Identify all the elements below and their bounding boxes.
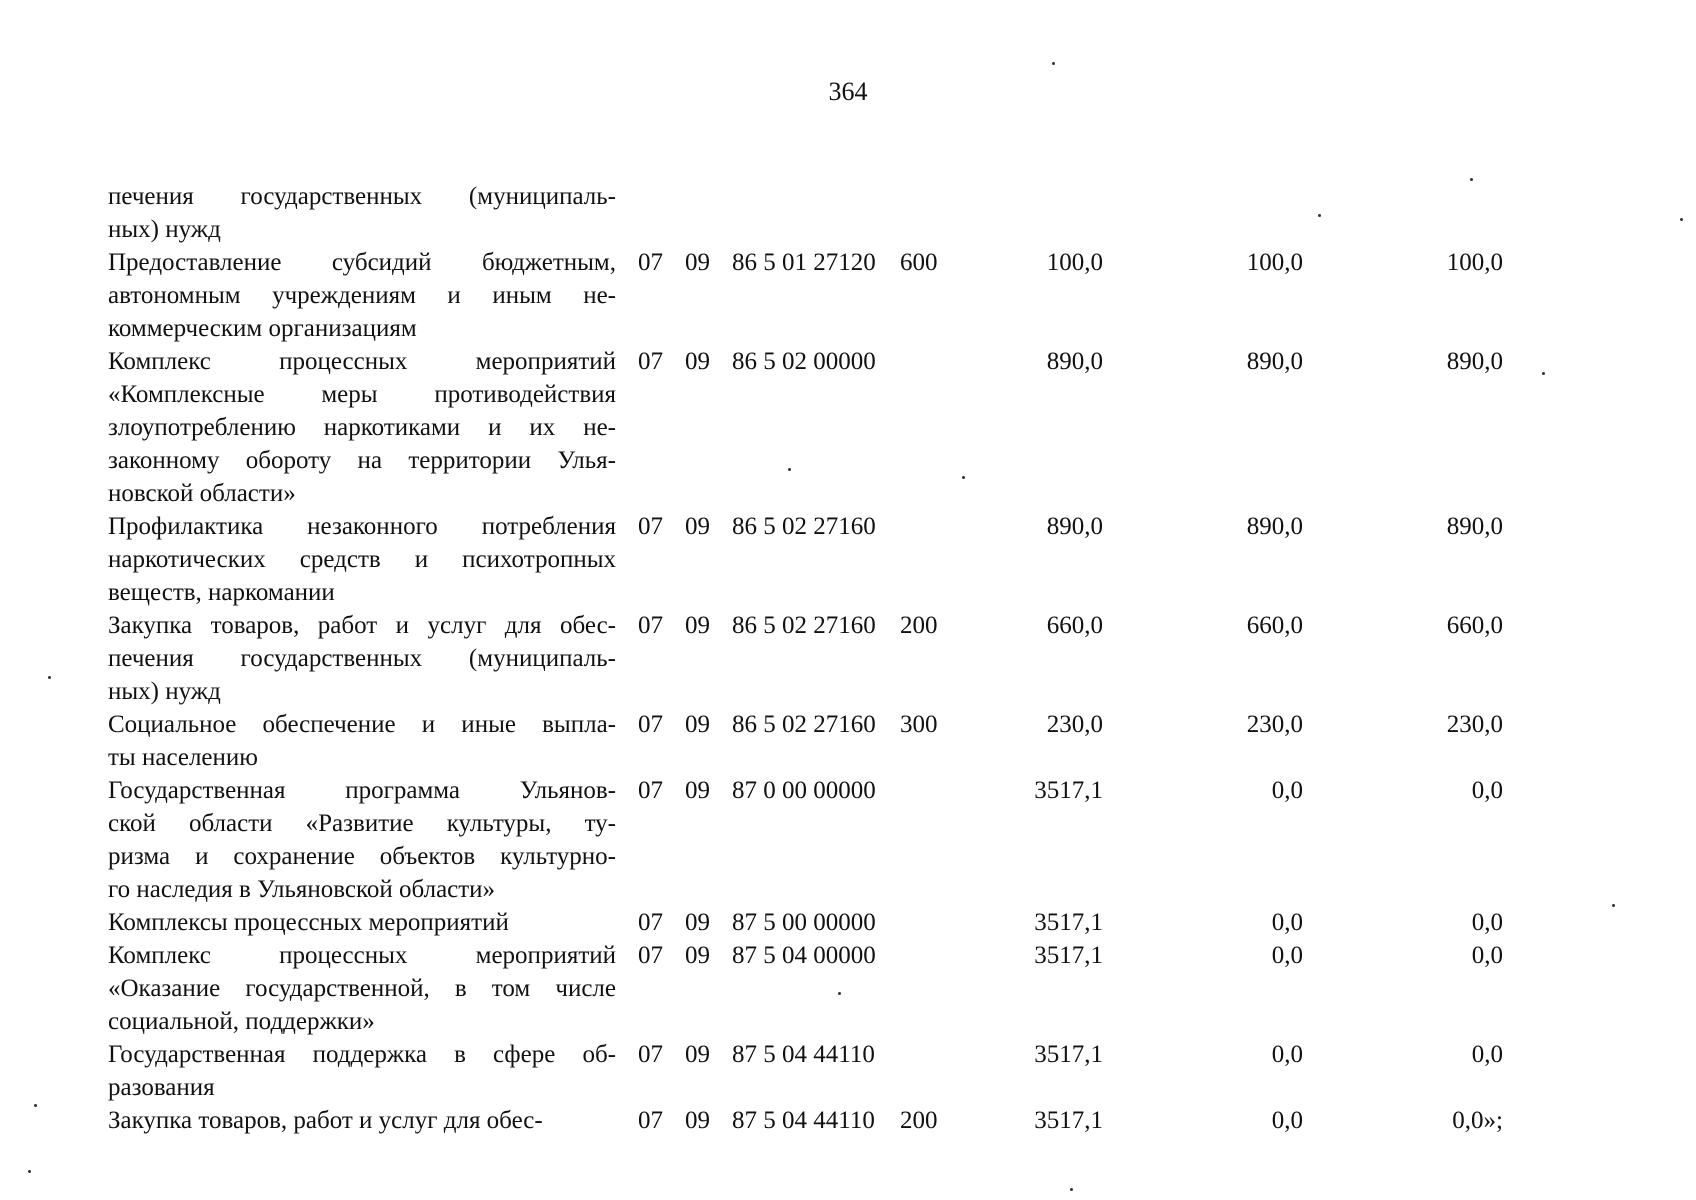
scan-speck xyxy=(1612,904,1615,907)
amount-year-2: 0,0 xyxy=(1271,777,1303,804)
row-name-line: новской области» xyxy=(108,480,296,507)
subsection-code: 09 xyxy=(685,942,710,969)
subsection-code: 09 xyxy=(685,249,710,276)
row-name-line: Предоставление субсидий бюджетным, xyxy=(108,249,616,276)
subsection-code: 09 xyxy=(685,348,710,375)
row-name-line: наркотических средств и психотропных xyxy=(108,546,616,573)
table-row xyxy=(108,180,1548,246)
table-row xyxy=(108,345,1548,510)
row-name xyxy=(108,609,616,708)
amount-year-3: 0,0»; xyxy=(1452,1107,1503,1134)
amount-year-2: 0,0 xyxy=(1271,942,1303,969)
amount-year-1: 3517,1 xyxy=(1034,1041,1103,1068)
scan-speck xyxy=(1070,1188,1073,1191)
amount-year-1: 230,0 xyxy=(1046,711,1103,738)
subsection-code: 09 xyxy=(685,1107,710,1134)
target-article-code: 87 5 04 00000 xyxy=(732,942,876,969)
subsection-code: 09 xyxy=(685,1041,710,1068)
amount-year-2: 890,0 xyxy=(1246,348,1303,375)
amount-year-1: 890,0 xyxy=(1046,348,1103,375)
section-code: 07 xyxy=(638,612,663,639)
amount-year-1: 3517,1 xyxy=(1034,909,1103,936)
amount-year-3: 890,0 xyxy=(1446,348,1503,375)
subsection-code: 09 xyxy=(685,711,710,738)
section-code: 07 xyxy=(638,249,663,276)
amount-year-1: 3517,1 xyxy=(1034,1107,1103,1134)
row-name-line: Профилактика незаконного потребления xyxy=(108,513,616,540)
amount-year-1: 3517,1 xyxy=(1034,777,1103,804)
amount-year-2: 230,0 xyxy=(1246,711,1303,738)
expense-type-code: 200 xyxy=(900,612,938,639)
table-row xyxy=(108,1104,1548,1137)
amount-year-3: 660,0 xyxy=(1446,612,1503,639)
expense-type-code: 200 xyxy=(900,1107,938,1134)
scan-speck xyxy=(1542,372,1545,375)
row-name xyxy=(108,180,616,246)
expense-type-code: 300 xyxy=(900,711,938,738)
row-name-line: Комплекс процессных мероприятий xyxy=(108,942,616,969)
table-row xyxy=(108,246,1548,345)
scan-speck xyxy=(1470,178,1473,181)
amount-year-1: 100,0 xyxy=(1046,249,1103,276)
target-article-code: 86 5 01 27120 xyxy=(732,249,876,276)
amount-year-1: 3517,1 xyxy=(1034,942,1103,969)
target-article-code: 87 5 04 44110 xyxy=(732,1041,875,1068)
row-name-line: ных) нужд xyxy=(108,216,221,243)
table-row xyxy=(108,906,1548,939)
amount-year-2: 660,0 xyxy=(1246,612,1303,639)
row-name-line: го наследия в Ульяновской области» xyxy=(108,876,496,903)
section-code: 07 xyxy=(638,909,663,936)
amount-year-3: 0,0 xyxy=(1471,909,1503,936)
row-name-line: Комплекс процессных мероприятий xyxy=(108,348,616,375)
scan-speck xyxy=(1680,218,1683,221)
target-article-code: 86 5 02 27160 xyxy=(732,612,876,639)
row-name-line: ты населению xyxy=(108,744,258,771)
row-name xyxy=(108,939,616,1038)
amount-year-3: 0,0 xyxy=(1471,942,1503,969)
table-row xyxy=(108,708,1548,774)
subsection-code: 09 xyxy=(685,777,710,804)
row-name xyxy=(108,708,616,774)
row-name-line: «Комплексные меры противодействия xyxy=(108,381,616,408)
row-name-line: Государственная программа Ульянов- xyxy=(108,777,616,804)
expense-type-code: 600 xyxy=(900,249,938,276)
table-row xyxy=(108,1038,1548,1104)
amount-year-2: 0,0 xyxy=(1271,909,1303,936)
target-article-code: 86 5 02 27160 xyxy=(732,711,876,738)
scan-speck xyxy=(962,476,965,479)
section-code: 07 xyxy=(638,942,663,969)
row-name xyxy=(108,906,616,939)
scan-speck xyxy=(28,1170,31,1173)
row-name-line: коммерческим организациям xyxy=(108,315,417,342)
section-code: 07 xyxy=(638,513,663,540)
section-code: 07 xyxy=(638,777,663,804)
row-name-line: автономным учреждениям и иным не- xyxy=(108,282,616,309)
row-name-line: печения государственных (муниципаль- xyxy=(108,645,616,672)
scan-speck xyxy=(48,676,51,679)
section-code: 07 xyxy=(638,711,663,738)
amount-year-1: 660,0 xyxy=(1046,612,1103,639)
row-name-line: Государственная поддержка в сфере об- xyxy=(108,1041,616,1068)
amount-year-3: 100,0 xyxy=(1446,249,1503,276)
scan-speck xyxy=(34,1104,37,1107)
amount-year-2: 0,0 xyxy=(1271,1041,1303,1068)
section-code: 07 xyxy=(638,348,663,375)
table-row xyxy=(108,609,1548,708)
table-row xyxy=(108,774,1548,906)
row-name-line: разования xyxy=(108,1074,215,1101)
section-code: 07 xyxy=(638,1107,663,1134)
scan-speck xyxy=(788,468,791,471)
row-name xyxy=(108,510,616,609)
amount-year-3: 0,0 xyxy=(1471,1041,1503,1068)
row-name-line: Комплексы процессных мероприятий xyxy=(108,909,509,936)
row-name-line: Социальное обеспечение и иные выпла- xyxy=(108,711,616,738)
row-name xyxy=(108,774,616,906)
subsection-code: 09 xyxy=(685,909,710,936)
row-name-line: «Оказание государственной, в том числе xyxy=(108,975,616,1002)
row-name xyxy=(108,1038,616,1104)
row-name-line: печения государственных (муниципаль- xyxy=(108,183,616,210)
amount-year-3: 890,0 xyxy=(1446,513,1503,540)
subsection-code: 09 xyxy=(685,513,710,540)
row-name xyxy=(108,345,616,510)
row-name xyxy=(108,246,616,345)
table-row xyxy=(108,939,1548,1038)
amount-year-3: 0,0 xyxy=(1471,777,1503,804)
row-name-line: веществ, наркомании xyxy=(108,579,335,606)
amount-year-2: 100,0 xyxy=(1246,249,1303,276)
scan-speck xyxy=(1318,214,1321,217)
amount-year-1: 890,0 xyxy=(1046,513,1103,540)
row-name-line: злоупотреблению наркотиками и их не- xyxy=(108,414,616,441)
row-name-line: законному обороту на территории Улья- xyxy=(108,447,616,474)
subsection-code: 09 xyxy=(685,612,710,639)
row-name-line: Закупка товаров, работ и услуг для обес- xyxy=(108,1107,543,1134)
target-article-code: 87 5 04 44110 xyxy=(732,1107,875,1134)
target-article-code: 87 5 00 00000 xyxy=(732,909,876,936)
row-name xyxy=(108,1104,616,1137)
target-article-code: 86 5 02 00000 xyxy=(732,348,876,375)
amount-year-2: 890,0 xyxy=(1246,513,1303,540)
row-name-line: ской области «Развитие культуры, ту- xyxy=(108,810,616,837)
row-name-line: ризма и сохранение объектов культурно- xyxy=(108,843,616,870)
section-code: 07 xyxy=(638,1041,663,1068)
page-number: 364 xyxy=(828,77,868,106)
scan-speck xyxy=(1052,62,1055,65)
scan-speck xyxy=(838,992,841,995)
target-article-code: 87 0 00 00000 xyxy=(732,777,876,804)
row-name-line: социальной, поддержки» xyxy=(108,1008,375,1035)
amount-year-3: 230,0 xyxy=(1446,711,1503,738)
row-name-line: Закупка товаров, работ и услуг для обес- xyxy=(108,612,616,639)
table-row xyxy=(108,510,1548,609)
row-name-line: ных) нужд xyxy=(108,678,221,705)
target-article-code: 86 5 02 27160 xyxy=(732,513,876,540)
amount-year-2: 0,0 xyxy=(1271,1107,1303,1134)
